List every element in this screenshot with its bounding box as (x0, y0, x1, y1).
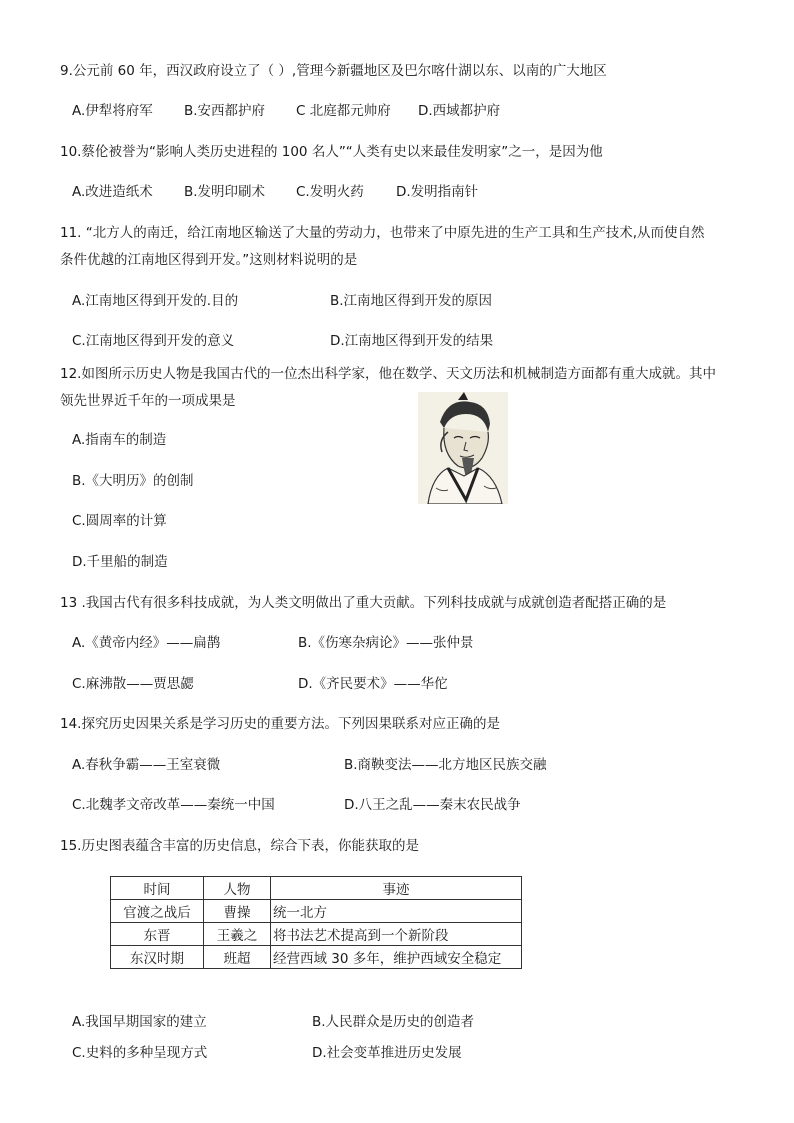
q11-option-b: B.江南地区得到开发的原因 (330, 293, 493, 309)
q15-option-d: D.社会变革推进历史发展 (312, 1045, 462, 1061)
q15-option-b: B.人民群众是历史的创造者 (312, 1014, 475, 1030)
table-row (111, 923, 522, 946)
q9-option-a: A.伊犁将府军 (72, 103, 153, 119)
q15-option-c: C.史料的多种呈现方式 (72, 1045, 208, 1061)
q11-option-c: C.江南地区得到开发的意义 (72, 333, 235, 349)
q9-stem: 9.公元前 60 年，西汉政府设立了（ ）,管理今新疆地区及巴尔喀什湖以东、以南的广大地区 (60, 63, 607, 79)
q13-option-a: A.《黄帝内经》——扁鹊 (72, 635, 221, 651)
q12-stem-line1: 12.如图所示历史人物是我国古代的一位杰出科学家，他在数学、天文历法和机械制造方面都有重大成就。其中 (60, 366, 716, 382)
table-cell: 东晋 (111, 923, 204, 946)
q10-option-c: C.发明火药 (296, 184, 364, 200)
table-cell: 统一北方 (271, 900, 522, 923)
table-header-deeds: 事迹 (271, 877, 522, 900)
q14-option-a: A.春秋争霸——王室衰微 (72, 757, 221, 773)
q10-option-d: D.发明指南针 (396, 184, 479, 200)
q9-option-c: C 北庭都元帅府 (296, 103, 391, 119)
q15-option-a: A.我国早期国家的建立 (72, 1014, 207, 1030)
q13-option-b: B.《伤寒杂病论》——张仲景 (298, 635, 474, 651)
table-header-row (111, 877, 522, 900)
q12-option-b: B.《大明历》的创制 (72, 473, 194, 489)
scientist-portrait-image (418, 392, 508, 504)
q13-stem: 13 .我国古代有很多科技成就，为人类文明做出了重大贡献。下列科技成就与成就创造者配搭正确的是 (60, 595, 667, 611)
q11-stem-line2: 条件优越的江南地区得到开发。”这则材料说明的是 (60, 252, 358, 268)
table-cell: 将书法艺术提高到一个新阶段 (271, 923, 522, 946)
q14-stem: 14.探究历史因果关系是学习历史的重要方法。下列因果联系对应正确的是 (60, 716, 500, 732)
q13-option-c: C.麻沸散——贾思勰 (72, 676, 194, 692)
table-header-time: 时间 (111, 877, 204, 900)
q14-option-b: B.商鞅变法——北方地区民族交融 (344, 757, 547, 773)
table-row (111, 900, 522, 923)
q13-option-d: D.《齐民要术》——华佗 (298, 676, 448, 692)
table-cell: 王羲之 (204, 923, 271, 946)
q10-option-a: A.改进造纸术 (72, 184, 153, 200)
table-header-person: 人物 (204, 877, 271, 900)
table-cell: 经营西域 30 多年，维护西域安全稳定 (271, 946, 522, 969)
q9-option-d: D.西域都护府 (418, 103, 501, 119)
table-cell: 官渡之战后 (111, 900, 204, 923)
q12-option-a: A.指南车的制造 (72, 432, 167, 448)
table-row (111, 946, 522, 969)
history-table (110, 876, 522, 969)
table-cell: 东汉时期 (111, 946, 204, 969)
table-cell: 曹操 (204, 900, 271, 923)
q12-option-c: C.圆周率的计算 (72, 513, 167, 529)
q14-option-c: C.北魏孝文帝改革——秦统一中国 (72, 797, 275, 813)
q9-option-b: B.安西都护府 (184, 103, 266, 119)
q10-option-b: B.发明印刷术 (184, 184, 266, 200)
q15-stem: 15.历史图表蕴含丰富的历史信息，综合下表，你能获取的是 (60, 838, 419, 854)
q12-option-d: D.千里船的制造 (72, 554, 168, 570)
q11-option-d: D.江南地区得到开发的结果 (330, 333, 494, 349)
q11-option-a: A.江南地区得到开发的.目的 (72, 293, 239, 309)
q14-option-d: D.八王之乱——秦末农民战争 (344, 797, 521, 813)
q11-stem-line1: 11. “北方人的南迁，给江南地区输送了大量的劳动力，也带来了中原先进的生产工具和生产技术,从而使自然 (60, 225, 705, 241)
table-cell: 班超 (204, 946, 271, 969)
q12-stem-line2: 领先世界近千年的一项成果是 (60, 393, 236, 409)
q10-stem: 10.蔡伦被誉为“影响人类历史进程的 100 名人”“人类有史以来最佳发明家”之一，是因为他 (60, 144, 603, 160)
